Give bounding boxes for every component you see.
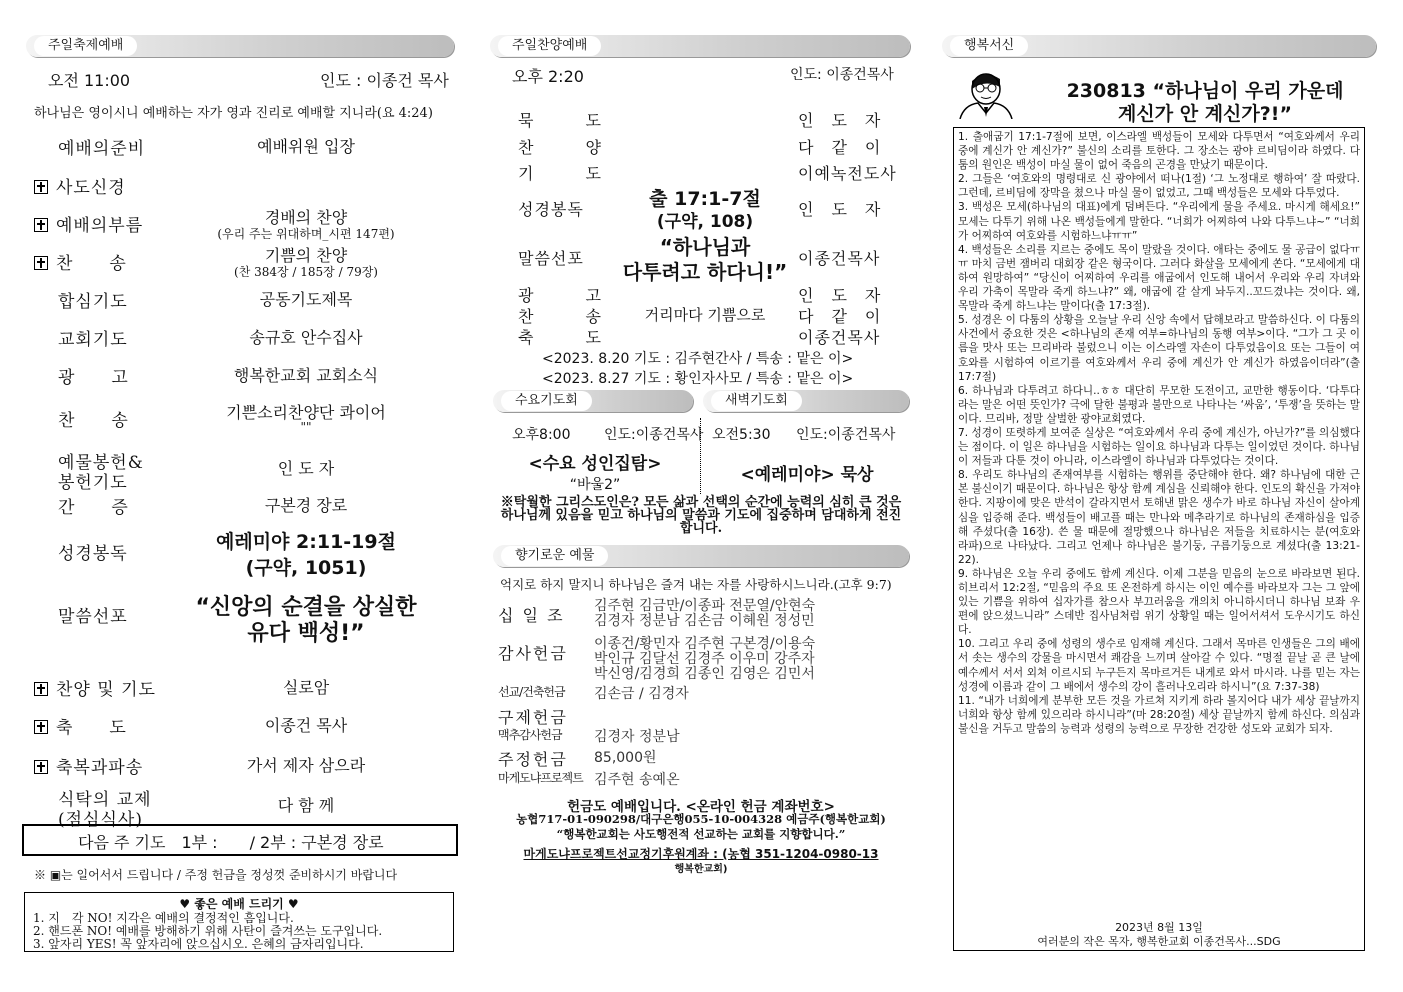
afternoon-order-label: 성경봉독 — [518, 200, 584, 219]
letter-paragraph: 11. “내가 너희에게 분부한 모든 것을 가르쳐 지키게 하라 볼지어다 내가 세상 끝날까지 너희와 항상 함께 있으리라 하시니라”(마 28:20절) 세상 끝날까지 함께 하신다. 의심과 불신을 거두고 말씀의 능력과 성령의 능력으로 무장한 건강한 성도와 교회가 되자. — [958, 694, 1360, 735]
dawn-time: 오전5:30 — [712, 427, 771, 443]
offering-label: 마게도냐프로젝트 — [498, 771, 583, 785]
order-label — [34, 753, 143, 778]
good-worship-item: 3. 앞자리 YES! 꼭 앞자리에 앉으십시오. 은혜의 금자리입니다. — [33, 937, 364, 951]
wed-subtitle: “바울2” — [569, 477, 621, 493]
section-header-label: 향기로운 예물 — [501, 546, 608, 566]
pastor-portrait-icon — [950, 67, 1020, 119]
afternoon-order-label: 광 고 — [518, 286, 602, 305]
order-label-text: 성경봉독 — [58, 544, 128, 564]
order-label-text: (점심식사) — [58, 810, 143, 830]
macedonia-account: 마게도냐프로젝트선교정기후원계좌 : (농협 351-1204-0980-13 — [523, 847, 879, 861]
letter-paragraph: 3. 백성은 모세(하나님의 대표)에게 덤벼든다. “우리에게 물을 주세요. 마시게 해세요!” 모세는 다투기 위해 나온 백성들에게 말한다. “너희가 어찌하여 나와 다투느냐~” “너희가 어찌하여 여호와를 시험하느냐ㅠㅠ” — [958, 201, 1360, 242]
order-label-text: 간 증 — [58, 498, 129, 518]
letter-title: 230813 “하나님이 우리 가운데 — [1066, 80, 1344, 102]
order-value: 경배의 찬양 — [264, 208, 348, 227]
christian-quote: ※탁월한 그리스도인은? 모든 삶과 선택의 순간에 능력의 심히 큰 것은 하나님께 있음을 믿고 하나님의 말씀과 기도에 집중하며 담대하게 전진합니다. — [500, 495, 902, 536]
order-value: 공동기도제목 — [259, 290, 353, 309]
afternoon-order-label: 말씀선포 — [518, 249, 584, 268]
afternoon-scripture: 출 17:1-7절 — [649, 188, 761, 210]
order-label — [34, 713, 127, 738]
letter-paragraph: 10. 그리고 우리 중에 성령의 생수로 임재해 계신다. 그래서 목마른 인생들은 그의 배에서 솟는 생수의 강물을 마시면서 쾌감을 느끼며 살아갈 수 있다. “명절 끝날 곧 큰 날에 예수께서 서서 외쳐 이르시되 누구든지 목마르거든 내게로 와서 마시라. 나를 믿는 자는 성경에 이름과 같이 그 배에서 생수의 강이 흘러나오리라 하시니”(요 7:37-38) — [958, 638, 1360, 693]
order-label — [34, 211, 143, 236]
letter-paragraph: 2. 그들은 ‘여호와의 명령대로 신 광야에서 떠나(1절) ‘그 노정대로 행하여’ 잘 따랐다. 그런데, 르비딤에 장막을 쳤으나 마실 물이 없었고, 그때 백성들은 모세와 다투었다. — [958, 173, 1360, 200]
order-label-text: 식탁의 교제 — [58, 790, 152, 810]
letter-body — [954, 128, 1364, 736]
offering-accounts: 농협717-01-090298/대구은행055-10-004328 예금주(행복한교회) — [516, 812, 886, 826]
offering-names: 85,000원 — [594, 750, 657, 766]
afternoon-order-value: 인 도 자 — [798, 200, 882, 219]
order-value: 이종건 목사 — [264, 716, 348, 735]
order-label — [58, 325, 128, 350]
order-value: “신앙의 순결을 상실한 — [195, 595, 417, 620]
dawn-title: <예레미야> 묵상 — [740, 465, 874, 485]
afternoon-order-label: 찬 송 — [518, 307, 602, 326]
offering-label: 맥추감사헌금 — [498, 728, 562, 742]
section-header-label: 주일찬양예배 — [498, 36, 601, 56]
afternoon-order-value: 이종건목사 — [798, 328, 881, 347]
order-label — [58, 287, 128, 312]
offering-label: 구제헌금 — [498, 708, 568, 727]
wed-leader: 인도:이종건목사 — [604, 427, 704, 443]
order-label-text: 예배의부름 — [56, 216, 144, 236]
afternoon-order-value: 다 같 이 — [798, 138, 882, 157]
letter-paragraph: 8. 우리도 하나님의 존재여부를 시험하는 행위를 중단해야 한다. 왜? 하나님에 대한 근본 불신이기 때문이다. 하나님은 항상 함께 계심을 신뢰해야 한다. 인도의 확신을 가져야 한다. 지팡이에 맞은 반석이 갈라지면서 토해낸 맑은 생수가 바로 하나님 자신이 살아계심을 입증해 준다. 백성들이 배고플 때는 만나와 메추라기로 하나님의 존재하심을 입증해 주셨다(출 16장). 쓴 물 때문에 절망했으나 하나님은 저들을 치료하시는 분(여호와 라파)으로 나타났다. 그리고 언제나 하나님은 불기둥, 구름기둥으로 계셨다(출 13:21-22). — [958, 469, 1360, 566]
macedonia-account-2: 행복한교회) — [674, 864, 728, 875]
afternoon-order-value: 이종건목사 — [798, 249, 881, 268]
order-label — [58, 602, 128, 627]
letter-paragraph: 1. 출애굽기 17:1-7절에 보면, 이스라엘 백성들이 모세와 다투면서 “여호와께서 우리 중에 계신가 안 계신가?” 불신의 소리를 토한다. 그 장소는 광야 르비딤이라 하였다. 다툼의 원인은 백성이 마실 물이 없어 죽음의 곤경을 만났기 때문이다. — [958, 131, 1360, 172]
offering-names: 김주현 김금만/이종파 전문열/안현숙 — [594, 598, 816, 614]
order-value-sub: (우리 주는 위대하며_시편 147편) — [217, 227, 395, 241]
afternoon-order-value: 이예녹전도사 — [798, 164, 897, 183]
section-header-label: 행복서신 — [950, 36, 1028, 56]
letter-date: 2023년 8월 13일 — [1115, 921, 1203, 934]
letter-body-box — [953, 127, 1365, 951]
standing-cross-icon — [34, 180, 48, 194]
order-label-text: 합심기도 — [58, 292, 128, 312]
section-header-label: 새벽기도회 — [711, 391, 802, 411]
afternoon-hymn: 거리마다 기쁨으로 — [644, 306, 766, 324]
offering-names: 김손금 / 김경자 — [594, 686, 689, 702]
good-worship-item: 1. 지 각 NO! 지각은 예배의 결정적인 흠입니다. — [33, 911, 294, 925]
order-label-text: 예물봉헌& — [58, 453, 144, 473]
offering-label: 주정헌금 — [498, 750, 568, 769]
order-label-text: 예배의준비 — [58, 139, 146, 159]
opening-verse: 하나님은 영이시니 예배하는 자가 영과 진리로 예배할 지니라(요 4:24) — [34, 106, 433, 121]
afternoon-order-value: 다 같 이 — [798, 307, 882, 326]
section-header-dawn — [703, 390, 909, 412]
order-label-text: 축복과파송 — [56, 758, 144, 778]
order-label-text: 교회기도 — [58, 330, 128, 350]
afternoon-order-label: 축 도 — [518, 328, 602, 347]
offering-names: 박신영/김경희 김종인 김영은 김민서 — [594, 666, 815, 682]
order-value-sub: "" — [300, 420, 312, 434]
offering-label: 선교/건축헌금 — [498, 685, 565, 699]
standing-cross-icon — [34, 760, 48, 774]
section-header-afternoon-worship — [490, 35, 910, 57]
section-header-label: 주일축제예배 — [34, 36, 137, 56]
afternoon-order-label: 찬 양 — [518, 138, 602, 157]
online-offering-title: 헌금도 예배입니다. <온라인 헌금 계좌번호> — [567, 799, 835, 815]
standing-notice: ※ ▣는 일어서서 드립니다 / 주정 헌금을 정성껏 준비하시기 바랍니다 — [34, 868, 398, 882]
standing-cross-icon — [34, 720, 48, 734]
offering-names: 김주현 송예온 — [594, 772, 680, 788]
order-value: 기쁜소리찬양단 콰이어 — [226, 403, 386, 422]
afternoon-scripture-ref: (구약, 108) — [656, 212, 754, 232]
section-header-label: 수요기도회 — [501, 391, 592, 411]
order-value: 예배위원 입장 — [257, 137, 355, 156]
offering-verse: 억지로 하지 말지니 하나님은 즐겨 내는 자를 사랑하시느니라.(고후 9:7) — [500, 577, 892, 592]
letter-paragraph: 6. 하나님과 다투려고 하다니..ㅎㅎ 대단히 무모한 도전이고, 교만한 행동이다. ‘다투다라는 말은 어떤 뜻인가? 극에 달한 불평과 불만으로 나타나는 ‘싸움’, ‘투쟁’을 뜻하는 말이다. 므리바, 정말 살벌한 광야교회였다. — [958, 384, 1360, 425]
order-value: 기쁨의 찬양 — [264, 246, 348, 265]
order-label — [58, 134, 145, 159]
wed-title: <수요 성인집탐> — [528, 454, 662, 474]
afternoon-sermon-title: “하나님과 — [659, 235, 751, 259]
letter-paragraph: 5. 성경은 이 다툼의 상황을 오늘날 우리 신앙 속에서 답해보라고 말씀하신다. 이 다툼의 사건에서 중요한 것은 <하나님의 존재 여부=하나님의 동행 여부>이다. “그가 그 곳 이름을 맛사 또는 므리바라 불렀으니 이는 이스라엘 자손이 다투었음이요 또는 그들이 여호와를 시험하여 이르기를 여호와께서 우리 중에 계신가 안 계신가 하였음이더라”(출 17:7절) — [958, 314, 1360, 383]
afternoon-order-value: 인 도 자 — [798, 286, 882, 305]
order-label — [58, 363, 129, 388]
letter-paragraph: 4. 백성들은 소리를 지르는 중에도 목이 말랐을 것이다. 애타는 중에도 물 공급이 없다ㅠㅠ 마치 금번 잼버리 대회장 같은 형국이다. 그러다 화살을 모세에게 쏜다. “모세에게 대하여 원망하여” “당신이 어찌하여 우리를 애굽에서 인도해 내어서 우리와 우리 자녀와 우리 가축이 목말라 죽게 하느냐?” 왜, 애굽에 갈 살게 놔두지..꼬드겼냐는 것이다. 왜, 목말라 죽게 하느냐는 말이다(출 17:3절). — [958, 243, 1360, 313]
order-label-text: 사도신경 — [56, 178, 126, 198]
order-value: 가서 제자 삼으라 — [246, 756, 366, 775]
offering-names: 김경자 정분남 — [594, 729, 680, 745]
order-label-text: 축 도 — [56, 718, 127, 738]
order-value: 행복한교회 교회소식 — [233, 366, 379, 385]
order-value: 구본경 장로 — [264, 496, 348, 515]
mission-statement: “행복한교회는 사도행전적 선교하는 교회를 지향합니다.” — [556, 827, 846, 841]
order-value: 실로암 — [282, 678, 330, 697]
good-worship-box — [24, 892, 454, 952]
order-label — [34, 249, 127, 274]
letter-signature: 여러분의 작은 목자, 행복한교회 이종건목사...SDG — [1037, 935, 1281, 948]
next-week-prayer: 다음 주 기도 1부 : / 2부 : 구본경 장로 — [78, 833, 384, 852]
order-label — [34, 173, 126, 198]
order-label — [58, 493, 129, 518]
afternoon-order-label: 묵 도 — [518, 111, 602, 130]
worship-time: 오전 11:00 — [48, 71, 131, 90]
column-divider — [700, 418, 702, 494]
standing-cross-icon — [34, 256, 48, 270]
good-worship-title: ♥ 좋은 예배 드리기 ♥ — [179, 897, 299, 911]
letter-paragraph: 9. 하나님은 오늘 우리 중에도 함께 계신다. 이제 그분을 믿음의 눈으로 바라보면 된다. 히브리서 12:2절, “믿음의 주요 또 온전하게 하시는 이인 예수를 바라보자 그는 그 앞에 있는 기쁨을 위하여 십자가를 참으사 부끄러움을 개의치 아니하시더니 하나님 보좌 우편에 앉으셨느니라” 스데반 집사님처럼 위기 상황일 때는 일어서셔서 도우시기도 하신다. — [958, 567, 1360, 637]
section-header-wednesday — [493, 390, 693, 412]
afternoon-time: 오후 2:20 — [512, 67, 584, 86]
offering-names: 박인규 김달선 김경주 이우미 강주자 — [594, 651, 815, 667]
section-header-offering — [493, 545, 909, 567]
section-header-happy-letter — [942, 35, 1376, 57]
schedule-line: <2023. 8.27 기도 : 황인자사모 / 특송 : 맡은 이> — [542, 371, 854, 387]
order-label-text: 봉헌기도 — [58, 473, 128, 493]
offering-label: 감사헌금 — [498, 644, 568, 663]
order-value-2: 유다 백성!” — [247, 621, 365, 646]
dawn-leader: 인도:이종건목사 — [796, 427, 896, 443]
offering-names: 이종건/황민자 김주현 구본경/이용숙 — [594, 636, 816, 652]
order-label-text: 찬 송 — [58, 411, 129, 431]
schedule-line: <2023. 8.20 기도 : 김주현간사 / 특송 : 맡은 이> — [542, 351, 854, 367]
order-label-text: 찬양 및 기도 — [56, 680, 156, 700]
order-value-sub: (찬 384장 / 185장 / 79장) — [234, 265, 378, 279]
worship-leader: 인도 : 이종건 목사 — [320, 71, 449, 90]
order-value: 예레미야 2:11-19절 — [216, 531, 396, 553]
order-label — [58, 539, 128, 564]
good-worship-item: 2. 핸드폰 NO! 예배를 방해하기 위해 사탄이 즐겨쓰는 도구입니다. — [33, 924, 383, 938]
order-value: 인 도 자 — [277, 459, 335, 478]
section-header-sunday-worship — [26, 35, 454, 57]
order-label — [34, 675, 156, 700]
order-label-text: 광 고 — [58, 368, 129, 388]
standing-cross-icon — [34, 218, 48, 232]
afternoon-order-value: 인 도 자 — [798, 111, 882, 130]
order-value: 다 함 께 — [277, 796, 335, 815]
letter-paragraph: 7. 성경이 또렷하게 보여준 실상은 “여호와께서 우리 중에 계신가, 아닌가?”를 의심했다는 점이다. 이 일은 하나님을 시험하는 일이요 하나님과 다투는 일이었던 것이다. 하나님이 저들과 다툰 것이 아니라, 이스라엘이 하나님과 다투었다는 것이다. — [958, 426, 1360, 468]
next-week-prayer-box — [22, 824, 458, 856]
offering-label: 십 일 조 — [498, 606, 565, 625]
afternoon-leader: 인도: 이종건목사 — [790, 67, 894, 83]
order-value: 송규호 안수집사 — [249, 328, 363, 347]
afternoon-sermon-title-2: 다투려고 하다니!” — [622, 260, 788, 284]
order-label-text: 찬 송 — [56, 254, 127, 274]
order-label — [58, 406, 129, 431]
order-value-2: (구약, 1051) — [245, 557, 367, 579]
wed-time: 오후8:00 — [512, 427, 571, 443]
afternoon-order-label: 기 도 — [518, 164, 602, 183]
standing-cross-icon — [34, 682, 48, 696]
offering-names: 김경자 정분남 김손금 이혜원 정성민 — [594, 613, 815, 629]
letter-title-2: 계신가 안 계신가?!” — [1118, 103, 1292, 125]
order-label-text: 말씀선포 — [58, 607, 128, 627]
